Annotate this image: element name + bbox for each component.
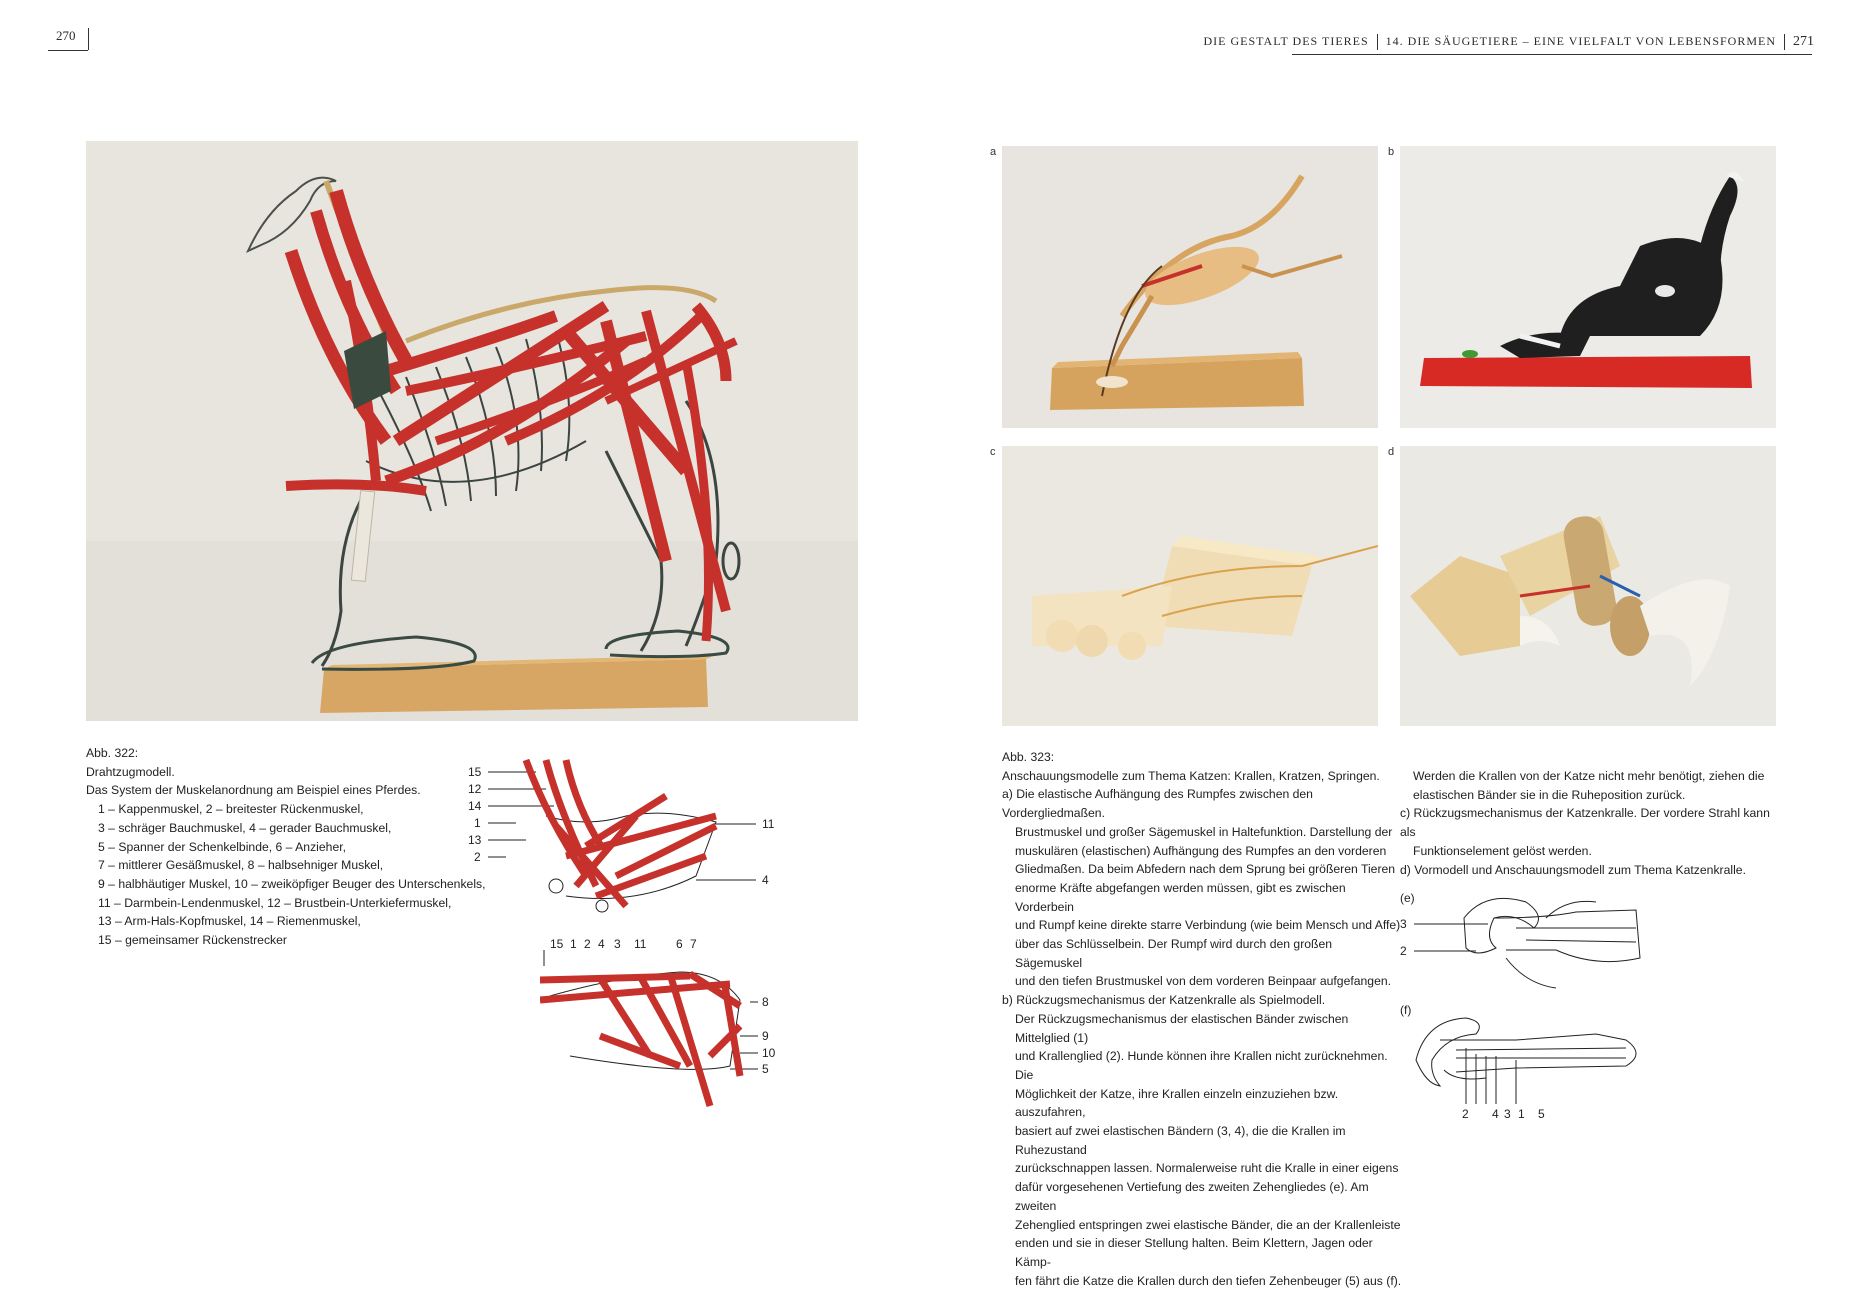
item-a-line: über das Schlüsselbein. Der Rumpf wird durch den großen Sägemuskel xyxy=(1015,937,1333,970)
caption-title: Abb. 323: xyxy=(1002,750,1055,764)
item-b-line: enden und sie in dieser Stellung halten. Beim Klettern, Jagen oder Kämp- xyxy=(1015,1236,1373,1269)
panel-label-b: b xyxy=(1388,146,1395,158)
item-b-line: Zehenglied entspringen zwei elastische Bänder, die an der Krallenleiste xyxy=(1015,1217,1401,1232)
legend-line: 9 – halbhäutiger Muskel, 10 – zweiköpfiger Beuger des Unterschenkels, xyxy=(98,876,486,891)
diagram-label: 3 xyxy=(1400,917,1407,931)
item-b-line: und Krallenglied (2). Hunde können ihre Krallen nicht zurücknehmen. Die xyxy=(1015,1049,1388,1082)
item-b-line: Möglichkeit der Katze, ihre Krallen einzeln einzuziehen bzw. auszufahren, xyxy=(1015,1086,1339,1120)
item-a-line: Brustmuskel und großer Sägemuskel in Haltefunktion. Darstellung der xyxy=(1015,824,1393,839)
item-b-line: zurückschnappen lassen. Normalerweise ruht die Kralle in einer eigens xyxy=(1015,1161,1399,1176)
header-rule xyxy=(88,28,89,50)
diagram-label: 2 xyxy=(584,937,591,951)
item-b-line: Der Rückzugsmechanismus der elastischen Bänder zwischen Mittelglied (1) xyxy=(1015,1011,1349,1045)
legend-line: 11 – Darmbein-Lendenmuskel, 12 – Brustbein-Unterkiefermuskel, xyxy=(98,895,452,910)
item-a-line: a) Die elastische Aufhängung des Rumpfes zwischen den Vordergliedmaßen. xyxy=(1002,787,1313,821)
diagram-label: 5 xyxy=(762,1062,769,1076)
item-d-line: d) Vormodell und Anschauungsmodell zum Thema Katzenkralle. xyxy=(1400,862,1746,877)
continued-line: elastischen Bänder sie in die Ruheposition zurück. xyxy=(1413,787,1686,802)
photo-c-claw-retraction-mechanism xyxy=(1002,446,1378,726)
item-b-line: basiert auf zwei elastischen Bändern (3, 4), die die Krallen im Ruhezustand xyxy=(1015,1124,1346,1157)
diagram-label: 10 xyxy=(762,1046,776,1060)
figure-323-caption-continued xyxy=(1400,767,1780,879)
header-rule xyxy=(48,50,88,51)
diagram-label: 3 xyxy=(614,937,621,951)
item-a-line: enorme Kräfte abgefangen werden müssen, gibt es zwischen Vorderbein xyxy=(1015,880,1346,914)
item-b-line: fen fährt die Katze die Krallen durch den tiefen Zehenbeuger (5) aus (f). xyxy=(1015,1273,1402,1288)
figure-322-caption xyxy=(86,744,486,950)
diagram-tag: (e) xyxy=(1400,891,1415,905)
continued-line: Werden die Krallen von der Katze nicht mehr benötigt, ziehen die xyxy=(1413,769,1765,783)
item-a-line: und den tiefen Brustmuskel von dem vorderen Beinpaar aufgefangen. xyxy=(1015,974,1392,989)
item-a-line: muskulären (elastischen) Aufhängung des Rumpfes an den vorderen xyxy=(1015,843,1387,858)
caption-title: Abb. 322: xyxy=(86,746,139,760)
panel-label-a: a xyxy=(990,146,997,158)
diagram-label: 11 xyxy=(762,817,775,831)
diagram-label: 1 xyxy=(1518,1107,1525,1121)
claw-retracted-diagram xyxy=(1396,888,1656,998)
item-c-line: c) Rückzugsmechanismus der Katzenkralle. Der vordere Strahl kann als xyxy=(1400,806,1770,840)
diagram-label: 14 xyxy=(468,799,482,813)
photo-d-cat-claw-models xyxy=(1400,446,1776,726)
running-head xyxy=(1204,34,1814,50)
diagram-label: 8 xyxy=(762,995,769,1009)
running-head-section: DIE GESTALT DES TIERES xyxy=(1203,34,1369,48)
horse-hindquarter-muscle-diagram xyxy=(540,936,810,1116)
caption-intro: Das System der Muskelanordnung am Beispiel eines Pferdes. xyxy=(86,783,421,798)
photo-a-cat-jump-model xyxy=(1002,146,1378,428)
photo-b-cat-claw-toy-model xyxy=(1400,146,1776,428)
diagram-tag: (f) xyxy=(1400,1003,1412,1017)
item-a-line: und Rumpf keine direkte starre Verbindung (wie beim Mensch und Affe) xyxy=(1015,918,1401,933)
left-page-number: 270 xyxy=(56,28,76,43)
header-rule xyxy=(1292,54,1812,55)
panel-label-c: c xyxy=(990,446,996,458)
diagram-label: 1 xyxy=(570,937,577,951)
panel-label-d: d xyxy=(1388,446,1395,458)
diagram-label: 7 xyxy=(690,937,697,951)
diagram-label: 2 xyxy=(1462,1107,1469,1121)
caption-intro: Anschauungsmodelle zum Thema Katzen: Krallen, Kratzen, Springen. xyxy=(1002,768,1380,783)
item-b-line: dafür vorgesehenen Vertiefung des zweiten Zehengliedes (e). Am zweiten xyxy=(1015,1180,1369,1213)
diagram-label: 4 xyxy=(762,873,769,887)
diagram-label: 1 xyxy=(474,816,481,830)
legend-line: 1 – Kappenmuskel, 2 – breitester Rückenmuskel, xyxy=(98,802,364,817)
diagram-label: 11 xyxy=(634,937,647,951)
caption-subtitle: Drahtzugmodell. xyxy=(86,764,175,779)
legend-line: 15 – gemeinsamer Rückenstrecker xyxy=(98,933,287,948)
legend-line: 3 – schräger Bauchmuskel, 4 – gerader Bauchmuskel, xyxy=(98,820,392,835)
diagram-label: 5 xyxy=(1538,1107,1545,1121)
right-page-number: 271 xyxy=(1793,34,1814,49)
diagram-label: 2 xyxy=(474,850,481,864)
claw-extended-diagram xyxy=(1396,1000,1656,1124)
figure-323-caption xyxy=(1002,748,1402,1290)
legend-line: 5 – Spanner der Schenkelbinde, 6 – Anzieher, xyxy=(98,839,346,854)
diagram-label: 4 xyxy=(598,937,605,951)
diagram-label: 2 xyxy=(1400,944,1407,958)
item-a-line: Gliedmaßen. Da beim Abfedern nach dem Sprung bei größeren Tieren xyxy=(1015,862,1396,877)
diagram-label: 6 xyxy=(676,937,683,951)
diagram-label: 9 xyxy=(762,1029,769,1043)
item-b-line: b) Rückzugsmechanismus der Katzenkralle als Spielmodell. xyxy=(1002,993,1326,1008)
item-c-line: Funktionselement gelöst werden. xyxy=(1413,843,1592,858)
diagram-label: 13 xyxy=(468,833,482,847)
legend-line: 13 – Arm-Hals-Kopfmuskel, 14 – Riemenmuskel, xyxy=(98,914,361,929)
diagram-label: 4 xyxy=(1492,1107,1499,1121)
horse-wire-model-photo xyxy=(86,141,858,721)
diagram-label: 3 xyxy=(1504,1107,1511,1121)
diagram-label: 12 xyxy=(468,782,482,796)
diagram-label: 15 xyxy=(550,937,564,951)
running-head-chapter: 14. DIE SÄUGETIERE – EINE VIELFALT VON LEBENSFORMEN xyxy=(1385,34,1776,48)
legend-line: 7 – mittlerer Gesäßmuskel, 8 – halbsehniger Muskel, xyxy=(98,858,384,873)
horse-forequarter-muscle-diagram xyxy=(466,756,796,916)
diagram-label: 15 xyxy=(468,765,482,779)
